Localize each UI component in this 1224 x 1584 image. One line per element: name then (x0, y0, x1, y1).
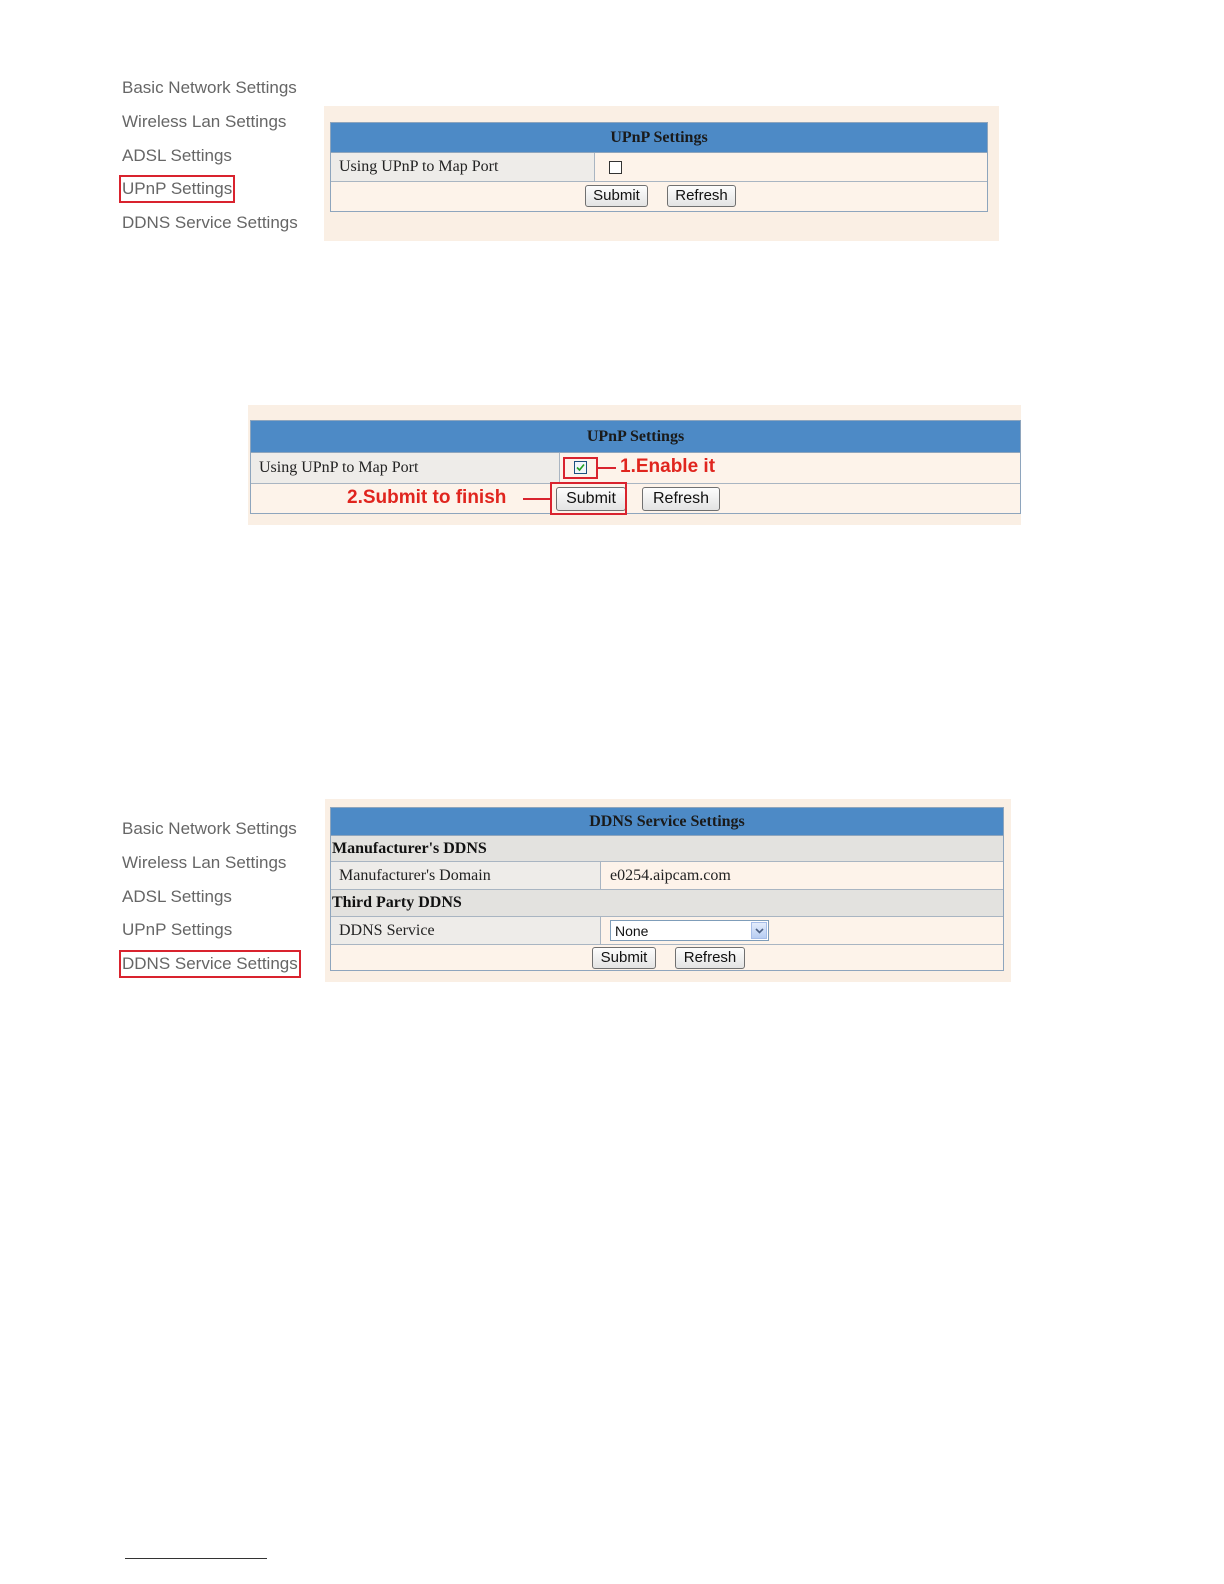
ddns-submit-button[interactable]: Submit (592, 947, 656, 969)
sidebar-item-ddns[interactable]: DDNS Service Settings (121, 952, 299, 976)
checkbox-highlight-box (563, 457, 598, 479)
sidebar-item-adsl[interactable]: ADSL Settings (122, 887, 232, 906)
ddns-section-manufacturer: Manufacturer's DDNS (331, 836, 1003, 862)
ddns-service-select[interactable] (610, 920, 769, 941)
sidebar-item-wireless-lan[interactable]: Wireless Lan Settings (122, 112, 287, 131)
upnp-map-port-checkbox[interactable] (609, 161, 622, 174)
upnp-table-title: UPnP Settings (331, 123, 987, 153)
sidebar-item-adsl[interactable]: ADSL Settings (122, 146, 232, 165)
submit-button-annotated[interactable]: Submit (556, 487, 626, 511)
ddns-table-title: DDNS Service Settings (331, 808, 1003, 836)
ddns-section-third-party: Third Party DDNS (331, 890, 1003, 917)
upnp-annotated-map-port-label: Using UPnP to Map Port (251, 453, 560, 483)
upnp-panel (324, 106, 999, 241)
sidebar-item-basic-network[interactable]: Basic Network Settings (122, 78, 297, 97)
refresh-button[interactable]: Refresh (667, 185, 736, 207)
ddns-service-row (331, 917, 1003, 945)
refresh-button-annotated[interactable]: Refresh (642, 487, 720, 511)
sidebar-item-upnp[interactable]: UPnP Settings (121, 177, 233, 201)
upnp-annotated-title: UPnP Settings (251, 421, 1020, 453)
sidebar-item-upnp[interactable]: UPnP Settings (122, 920, 233, 939)
upnp-map-port-label: Using UPnP to Map Port (331, 153, 595, 181)
ddns-table (330, 807, 1004, 971)
ddns-button-row (331, 945, 1003, 972)
annotation-submit-to-finish: 2.Submit to finish (347, 487, 507, 508)
sidebar-item-basic-network[interactable]: Basic Network Settings (122, 819, 297, 838)
upnp-table (330, 122, 988, 212)
upnp-map-port-row (331, 153, 987, 182)
manufacturer-domain-label: Manufacturer's Domain (331, 862, 601, 889)
ddns-service-selected-value: None (615, 923, 649, 939)
ddns-panel (325, 799, 1011, 982)
chevron-down-icon[interactable] (751, 922, 767, 939)
ddns-service-label: DDNS Service (331, 917, 601, 944)
sidebar-item-ddns[interactable]: DDNS Service Settings (122, 213, 298, 232)
manufacturer-domain-value: e0254.aipcam.com (610, 866, 731, 884)
ddns-manufacturer-domain-row (331, 862, 1003, 890)
ddns-refresh-button[interactable]: Refresh (675, 947, 745, 969)
submit-annotation-line (523, 498, 551, 500)
footnote-divider (125, 1558, 267, 1559)
submit-highlight-box (550, 482, 627, 515)
sidebar-item-wireless-lan[interactable]: Wireless Lan Settings (122, 853, 287, 872)
enable-annotation-line (598, 467, 616, 469)
upnp-button-row (331, 182, 987, 211)
annotation-enable-it: 1.Enable it (620, 456, 716, 477)
submit-button[interactable]: Submit (585, 185, 648, 207)
